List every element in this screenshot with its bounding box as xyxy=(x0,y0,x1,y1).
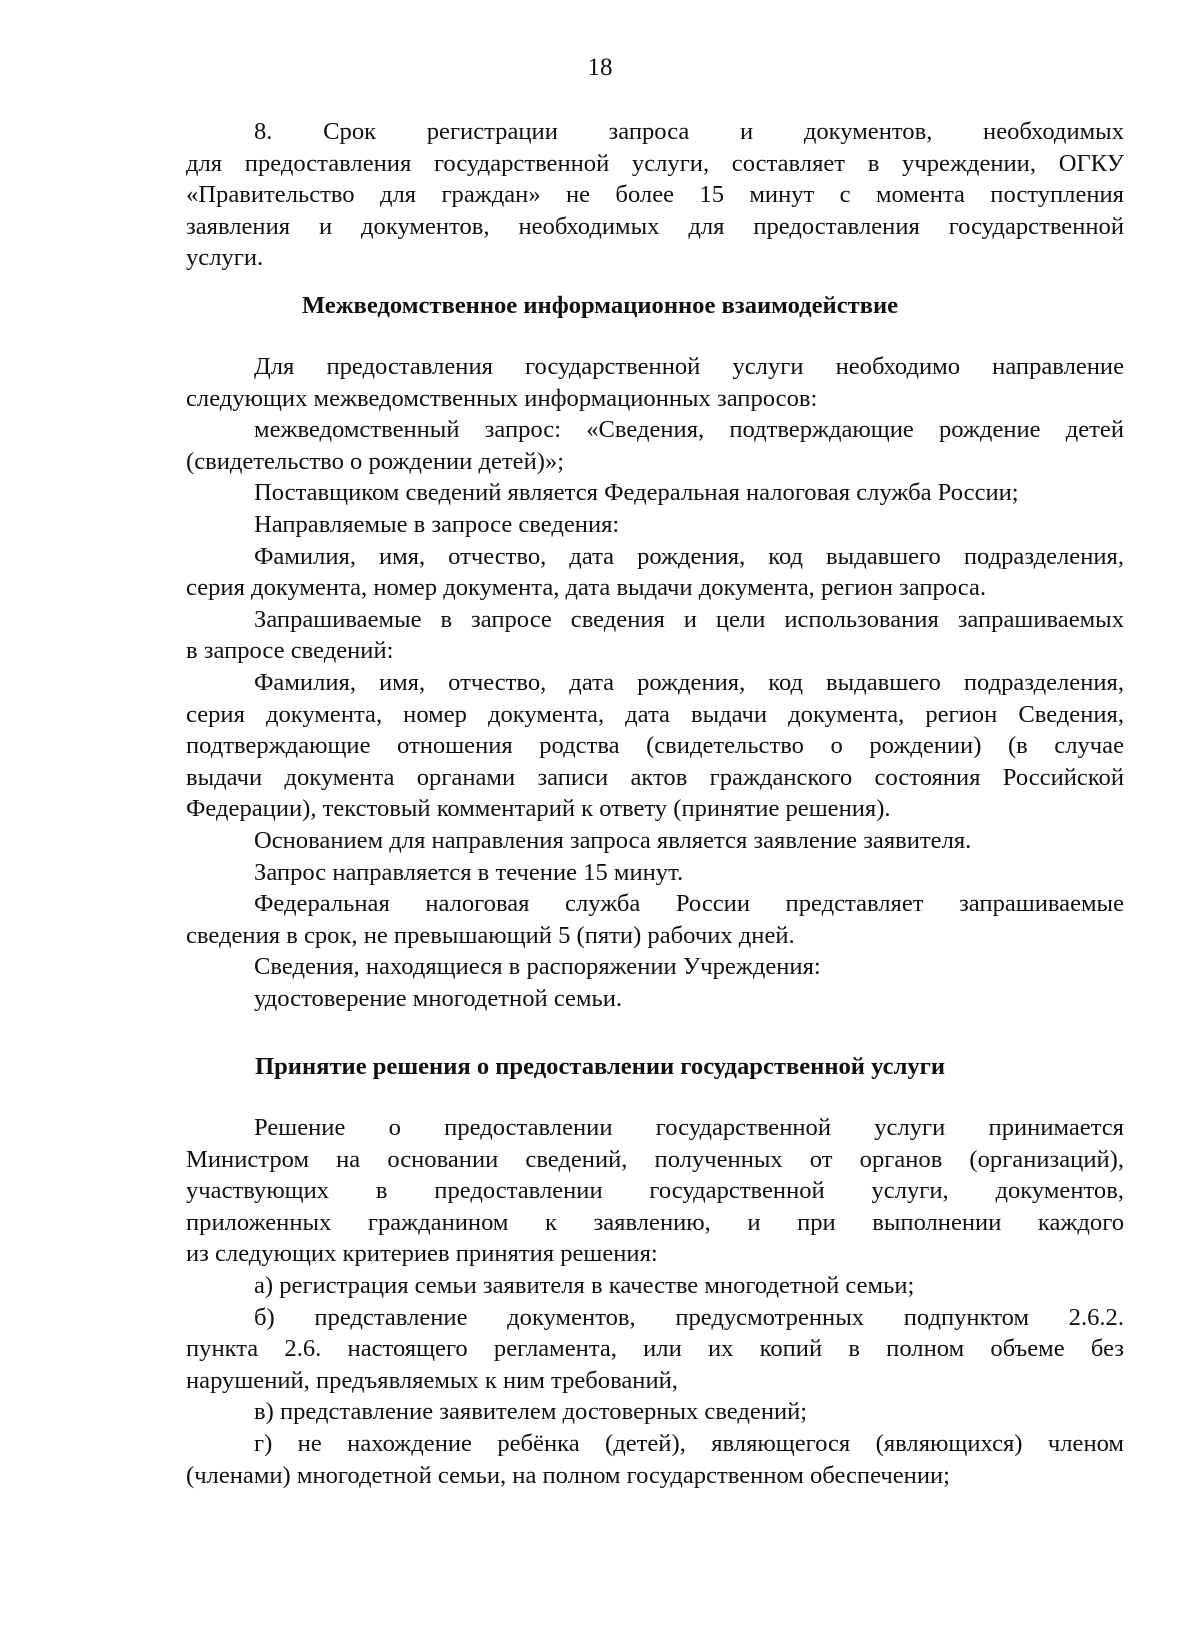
text-line: выдачи документа органами записи актов гражданского состояния Российской xyxy=(186,763,1124,791)
text-line: следующих межведомственных информационных запросов: xyxy=(186,384,818,412)
text-line: Министром на основании сведений, полученных от органов (организаций), xyxy=(186,1145,1124,1173)
text-line: 8. Срок регистрации запроса и документов, необходимых xyxy=(254,118,1124,145)
text-line: Федеральная налоговая служба России представляет запрашиваемые xyxy=(254,890,1124,918)
text-line: Запрашиваемые в запросе сведения и цели использования запрашиваемых xyxy=(254,605,1124,633)
text-line: серия документа, номер документа, дата выдачи документа, регион запроса. xyxy=(186,574,987,602)
text-line: для предоставления государственной услуги, составляет в учреждении, ОГКУ xyxy=(186,149,1124,177)
text-line: серия документа, номер документа, дата выдачи документа, регион Сведения, xyxy=(186,700,1124,728)
paragraph-decision xyxy=(186,1112,1124,1491)
section-heading: Межведомственное информационное взаимодействие xyxy=(301,292,899,319)
paragraph-interagency xyxy=(186,351,1124,1014)
text-line: приложенных гражданином к заявлению, и при выполнении каждого xyxy=(186,1208,1124,1236)
text-line: Решение о предоставлении государственной услуги принимается xyxy=(254,1114,1124,1141)
text-line: Сведения, находящиеся в распоряжении Учреждения: xyxy=(254,953,821,981)
text-line: подтверждающие отношения родства (свидетельство о рождении) (в случае xyxy=(186,732,1124,760)
text-line: Фамилия, имя, отчество, дата рождения, код выдавшего подразделения, xyxy=(254,668,1124,696)
paragraph-registration-time xyxy=(186,116,1124,274)
text-line: из следующих критериев принятия решения: xyxy=(186,1240,658,1268)
text-line: удостоверение многодетной семьи. xyxy=(254,984,623,1012)
text-line: Федерации), текстовый комментарий к ответу (принятие решения). xyxy=(186,795,891,823)
text-line: Направляемые в запросе сведения: xyxy=(254,510,620,538)
text-line: нарушений, предъявляемых к ним требований, xyxy=(186,1366,678,1394)
text-line: в) представление заявителем достоверных сведений; xyxy=(254,1398,808,1426)
text-line: заявления и документов, необходимых для предоставления государственной xyxy=(186,212,1124,240)
text-line: «Правительство для граждан» не более 15 минут с момента поступления xyxy=(186,181,1124,209)
text-line: сведения в срок, не превышающий 5 (пяти) рабочих дней. xyxy=(186,921,795,949)
text-line: Для предоставления государственной услуги необходимо направление xyxy=(254,353,1124,380)
text-line: участвующих в предоставлении государственной услуги, документов, xyxy=(186,1177,1124,1205)
text-line: (свидетельство о рождении детей)»; xyxy=(186,447,565,475)
text-line: (членами) многодетной семьи, на полном государственном обеспечении; xyxy=(186,1461,950,1489)
text-line: а) регистрация семьи заявителя в качестве многодетной семьи; xyxy=(254,1271,915,1299)
page-number: 18 xyxy=(587,54,613,81)
text-line: в запросе сведений: xyxy=(186,637,394,665)
text-line: пункта 2.6. настоящего регламента, или их копий в полном объеме без xyxy=(186,1335,1124,1363)
text-line: б) представление документов, предусмотренных подпунктом 2.6.2. xyxy=(254,1303,1124,1331)
text-line: услуги. xyxy=(186,244,264,272)
text-line: Поставщиком сведений является Федеральная налоговая служба России; xyxy=(254,479,1019,507)
text-line: Запрос направляется в течение 15 минут. xyxy=(254,858,684,886)
text-line: г) не нахождение ребёнка (детей), являющегося (являющихся) членом xyxy=(254,1429,1124,1457)
text-line: Фамилия, имя, отчество, дата рождения, код выдавшего подразделения, xyxy=(254,542,1124,570)
section-heading: Принятие решения о предоставлении государственной услуги xyxy=(254,1053,946,1080)
text-line: Основанием для направления запроса является заявление заявителя. xyxy=(254,826,972,854)
text-line: межведомственный запрос: «Сведения, подтверждающие рождение детей xyxy=(254,416,1124,444)
